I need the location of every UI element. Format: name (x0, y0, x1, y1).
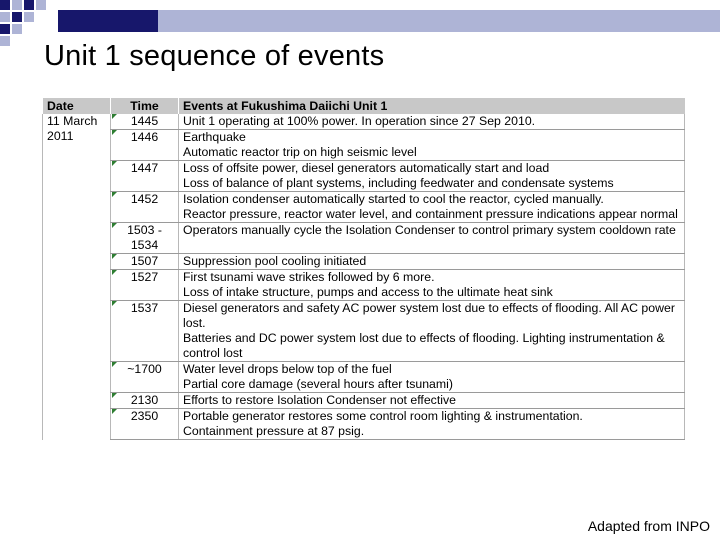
decor-square (12, 0, 22, 10)
time-cell: 1503 - 1534 (111, 223, 179, 254)
time-cell: 1537 (111, 301, 179, 362)
decor-square (36, 0, 46, 10)
time-cell: ~1700 (111, 362, 179, 393)
header-bar (58, 10, 720, 32)
table-row (43, 223, 685, 254)
decor-square (0, 0, 10, 10)
time-cell: 1445 (111, 114, 179, 130)
events-table-body (43, 114, 685, 440)
event-text: Portable generator restores some control room lighting & instrumentation. (183, 409, 583, 423)
event-text: Automatic reactor trip on high seismic level (183, 145, 417, 159)
date-cell (43, 114, 111, 440)
event-cell (179, 130, 685, 161)
event-text: Loss of offsite power, diesel generators automatically start and load (183, 161, 550, 175)
event-text: First tsunami wave strikes followed by 6 more. (183, 270, 435, 284)
event-cell (179, 223, 685, 254)
event-cell (179, 409, 685, 440)
column-header-time: Time (111, 98, 179, 114)
table-row (43, 192, 685, 223)
event-cell (179, 114, 685, 130)
table-row (43, 254, 685, 270)
header-bar-light (158, 10, 720, 32)
event-text: Partial core damage (several hours after tsunami) (183, 377, 453, 391)
event-cell (179, 362, 685, 393)
decor-square (0, 36, 10, 46)
table-row (43, 161, 685, 192)
column-header-date: Date (43, 98, 111, 114)
table-row (43, 114, 685, 130)
table-row (43, 409, 685, 440)
event-text: Loss of balance of plant systems, including feedwater and condensate systems (183, 176, 614, 190)
event-cell (179, 270, 685, 301)
event-text: Reactor pressure, reactor water level, and containment pressure indications appear normal (183, 207, 678, 221)
event-cell (179, 254, 685, 270)
event-cell (179, 192, 685, 223)
table-row (43, 393, 685, 409)
time-cell: 1527 (111, 270, 179, 301)
time-cell: 1507 (111, 254, 179, 270)
event-text: Suppression pool cooling initiated (183, 254, 367, 268)
header-bar-dark (58, 10, 158, 32)
time-cell: 1447 (111, 161, 179, 192)
event-text: Earthquake (183, 130, 246, 144)
time-cell: 2130 (111, 393, 179, 409)
event-text: Loss of intake structure, pumps and access to the ultimate heat sink (183, 285, 553, 299)
decor-square (24, 12, 34, 22)
decor-square (12, 12, 22, 22)
event-text: Isolation condenser automatically started to cool the reactor, cycled manually. (183, 192, 604, 206)
events-table (42, 98, 685, 440)
time-cell: 1452 (111, 192, 179, 223)
decor-square (0, 24, 10, 34)
source-credit: Adapted from INPO (587, 518, 710, 534)
table-row (43, 301, 685, 362)
event-text: Water level drops below top of the fuel (183, 362, 392, 376)
event-text: Unit 1 operating at 100% power. In operation since 27 Sep 2010. (183, 114, 536, 128)
time-cell: 2350 (111, 409, 179, 440)
date-line: 2011 (47, 129, 74, 143)
event-text: Efforts to restore Isolation Condenser not effective (183, 393, 456, 407)
event-cell (179, 161, 685, 192)
event-cell (179, 301, 685, 362)
table-header-row (43, 98, 685, 114)
event-text: Diesel generators and safety AC power system lost due to effects of flooding. All AC power lost. (183, 301, 675, 330)
event-text: Containment pressure at 87 psig. (183, 424, 365, 438)
time-cell: 1446 (111, 130, 179, 161)
event-text: Operators manually cycle the Isolation Condenser to control primary system cooldown rate (183, 223, 676, 237)
table-row (43, 362, 685, 393)
table-row (43, 270, 685, 301)
event-cell (179, 393, 685, 409)
page-title: Unit 1 sequence of events (44, 40, 385, 72)
decor-square (0, 12, 10, 22)
date-line: 11 March (47, 114, 98, 128)
table-row (43, 130, 685, 161)
event-text: Batteries and DC power system lost due to effects of flooding. Lighting instrumentation & control lost (183, 331, 665, 360)
decor-square (12, 24, 22, 34)
column-header-events: Events at Fukushima Daiichi Unit 1 (179, 98, 685, 114)
decor-square (24, 0, 34, 10)
